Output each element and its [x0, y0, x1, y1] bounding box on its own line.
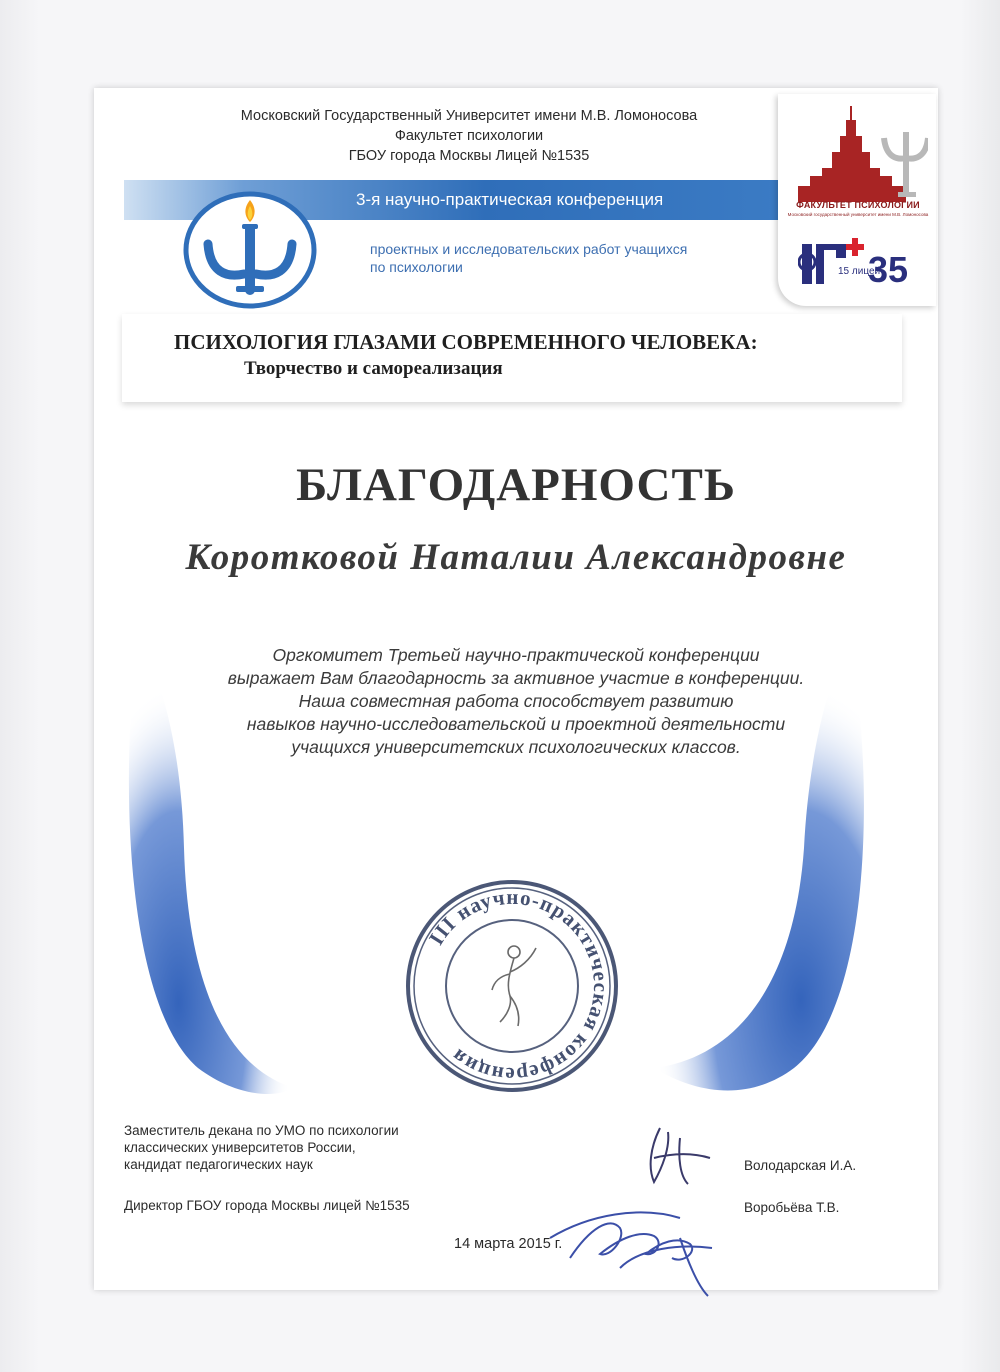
conference-subtitle-line1: проектных и исследовательских работ учащихся: [370, 241, 688, 257]
document-title: БЛАГОДАРНОСТЬ: [296, 459, 736, 511]
conference-theme: ПСИХОЛОГИЯ ГЛАЗАМИ СОВРЕМЕННОГО ЧЕЛОВЕКА:: [174, 330, 758, 354]
body-line: Оргкомитет Третьей научно-практической конференции: [272, 645, 760, 665]
conference-stamp: [402, 876, 622, 1096]
certificate-sheet: [94, 88, 938, 1290]
body-text: [154, 644, 878, 759]
body-line: Наша совместная работа способствует развитию: [298, 691, 734, 711]
stamp-ring-text: III научно-практическая конференция: [423, 884, 614, 1088]
header-organizations: [194, 106, 744, 166]
conference-subtitle: [370, 240, 790, 276]
issue-date: 14 марта 2015 г.: [454, 1236, 563, 1252]
director-title: Директор ГБОУ города Москвы лицей №1535: [124, 1198, 410, 1213]
body-line: навыков научно-исследовательской и проектной деятельности: [246, 714, 786, 734]
lyceum-1535-logo-icon: [798, 234, 918, 290]
deputy-title-line1: Заместитель декана по УМО по психологии: [124, 1123, 399, 1138]
conference-subtitle-line2: по психологии: [370, 259, 463, 275]
psi-flame-logo-icon: [180, 186, 326, 314]
lyceum-label: 15 лицей: [838, 266, 881, 277]
conference-title: 3-я научно-практическая конференция: [356, 190, 664, 209]
director-name: Воробьёва Т.В.: [744, 1200, 840, 1215]
deputy-title-line3: кандидат педагогических наук: [124, 1157, 313, 1172]
faculty-name: Факультет психологии: [394, 128, 544, 144]
school-name: ГБОУ города Москвы Лицей №1535: [348, 148, 590, 164]
dancer-figure-icon: [492, 946, 536, 1026]
partner-logos-panel: [778, 94, 936, 306]
deputy-dean-name: Володарская И.А.: [744, 1158, 857, 1173]
handwritten-signatures: [530, 1118, 730, 1298]
body-line: выражает Вам благодарность за активное участие в конференции.: [227, 668, 805, 688]
university-name: Московский Государственный Университет имени М.В. Ломоносова: [240, 108, 698, 124]
recipient-name: Коротковой Наталии Александровне: [185, 537, 847, 578]
lyceum-number: 35: [868, 249, 909, 290]
deputy-title-line2: классических университетов России,: [124, 1140, 356, 1155]
svg-text:III научно-практическая конфер: [424, 885, 613, 1087]
deputy-dean-title: [124, 1122, 524, 1173]
body-line: учащихся университетских психологических классов.: [291, 737, 741, 757]
faculty-logo-subtitle: Московский государственный университет имени М.В. Ломоносова: [787, 212, 929, 217]
conference-theme-subtitle: Творчество и самореализация: [244, 358, 503, 379]
faculty-logo-label: ФАКУЛЬТЕТ ПСИХОЛОГИИ: [796, 200, 920, 210]
